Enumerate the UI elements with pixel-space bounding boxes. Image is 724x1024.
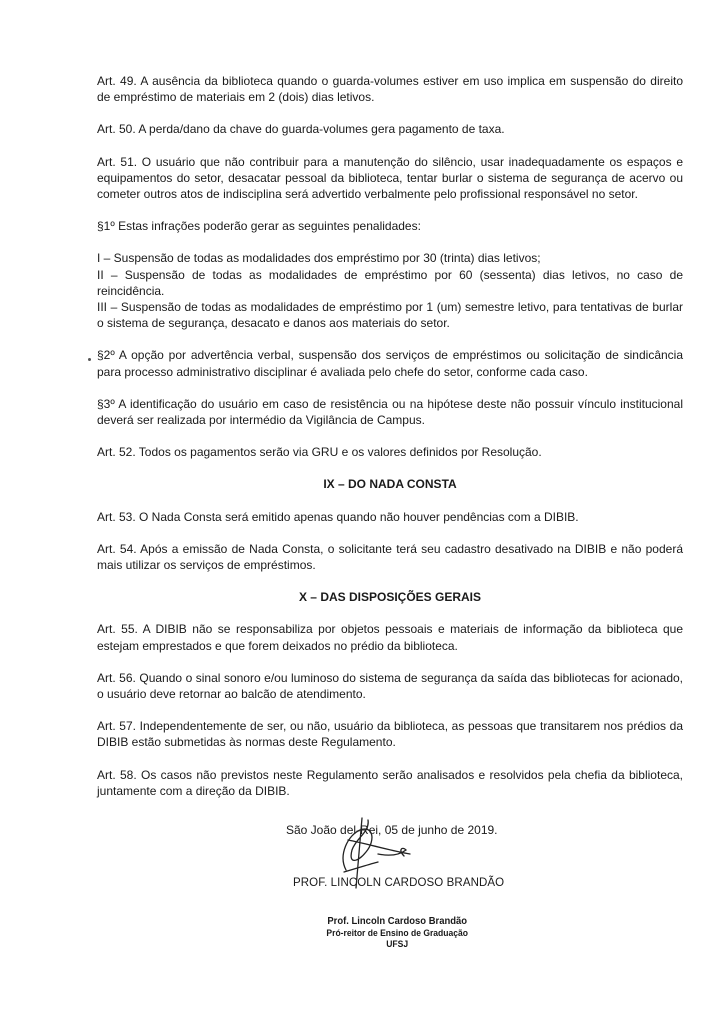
- article-56: Art. 56. Quando o sinal sonoro e/ou luminoso do sistema de segurança da saída das bibliotecas for acionado, o usuário deve retornar ao balcão de atendimento.: [97, 670, 683, 702]
- paragraph-3: §3º A identificação do usuário em caso de resistência ou na hipótese deste não possuir vínculo institucional deverá ser realizada por intermédio da Vigilância de Campus.: [97, 396, 683, 428]
- article-49: Art. 49. A ausência da biblioteca quando o guarda-volumes estiver em uso implica em suspensão do direito de empréstimo de materiais em 2 (dois) dias letivos.: [97, 74, 683, 105]
- scan-mark: [88, 358, 91, 361]
- signatory-name: PROF. LINCOLN CARDOSO BRANDÃO: [293, 877, 505, 889]
- section-ix-title: IX – DO NADA CONSTA: [323, 477, 457, 492]
- official-stamp: [318, 916, 476, 951]
- inciso-iii: III – Suspensão de todas as modalidades de empréstimo por 1 (um) semestre letivo, para tentativas de burlar o sistema de segurança, desacato e danos aos materiais do setor.: [97, 300, 683, 331]
- stamp-role: Pró-reitor de Ensino de Graduação: [326, 927, 468, 939]
- article-50: Art. 50. A perda/dano da chave do guarda-volumes gera pagamento de taxa.: [97, 122, 505, 137]
- article-55: Art. 55. A DIBIB não se responsabiliza por objetos pessoais e materiais de informação da biblioteca que estejam emprestados e que forem deixados no prédio da biblioteca.: [97, 622, 683, 653]
- stamp-name: Prof. Lincoln Cardoso Brandão: [327, 915, 468, 927]
- section-x-title: X – DAS DISPOSIÇÕES GERAIS: [298, 590, 482, 605]
- article-52: Art. 52. Todos os pagamentos serão via GRU e os valores definidos por Resolução.: [97, 445, 542, 460]
- penalties-list: [97, 250, 683, 331]
- document-body: [97, 73, 683, 799]
- article-57: Art. 57. Independentemente de ser, ou não, usuário da biblioteca, as pessoas que transitarem nos prédios da DIBIB estão submetidas às normas deste Regulamento.: [97, 719, 683, 750]
- paragraph-2: §2º A opção por advertência verbal, suspensão dos serviços de empréstimos ou solicitação de sindicância para processo administrativo disciplinar é avaliada pelo chefe do setor, conforme cada caso.: [97, 348, 683, 379]
- inciso-ii: II – Suspensão de todas as modalidades de empréstimo por 60 (sessenta) dias letivos, no caso de reincidência.: [97, 267, 683, 298]
- place-date: São João del-Rei, 05 de junho de 2019.: [286, 823, 498, 837]
- article-53: Art. 53. O Nada Consta será emitido apenas quando não houver pendências com a DIBIB.: [97, 509, 579, 524]
- inciso-i: I – Suspensão de todas as modalidades dos empréstimo por 30 (trinta) dias letivos;: [97, 251, 541, 266]
- paragraph-1: §1º Estas infrações poderão gerar as seguintes penalidades:: [97, 219, 421, 234]
- stamp-institution: UFSJ: [386, 939, 409, 950]
- article-54: Art. 54. Após a emissão de Nada Consta, o solicitante terá seu cadastro desativado na DIBIB e não poderá mais utilizar os serviços de empréstimos.: [97, 541, 683, 573]
- article-51: Art. 51. O usuário que não contribuir para a manutenção do silêncio, usar inadequadamente os espaços e equipamentos do setor, desacatar pessoal da biblioteca, tentar burlar o sistema de segurança de acervo ou cometer outros atos de indisciplina será advertido verbalmente pelo profissional responsável no setor.: [97, 154, 683, 202]
- article-58: Art. 58. Os casos não previstos neste Regulamento serão analisados e resolvidos pela chefia da biblioteca, juntamente com a direção da DIBIB.: [97, 767, 683, 798]
